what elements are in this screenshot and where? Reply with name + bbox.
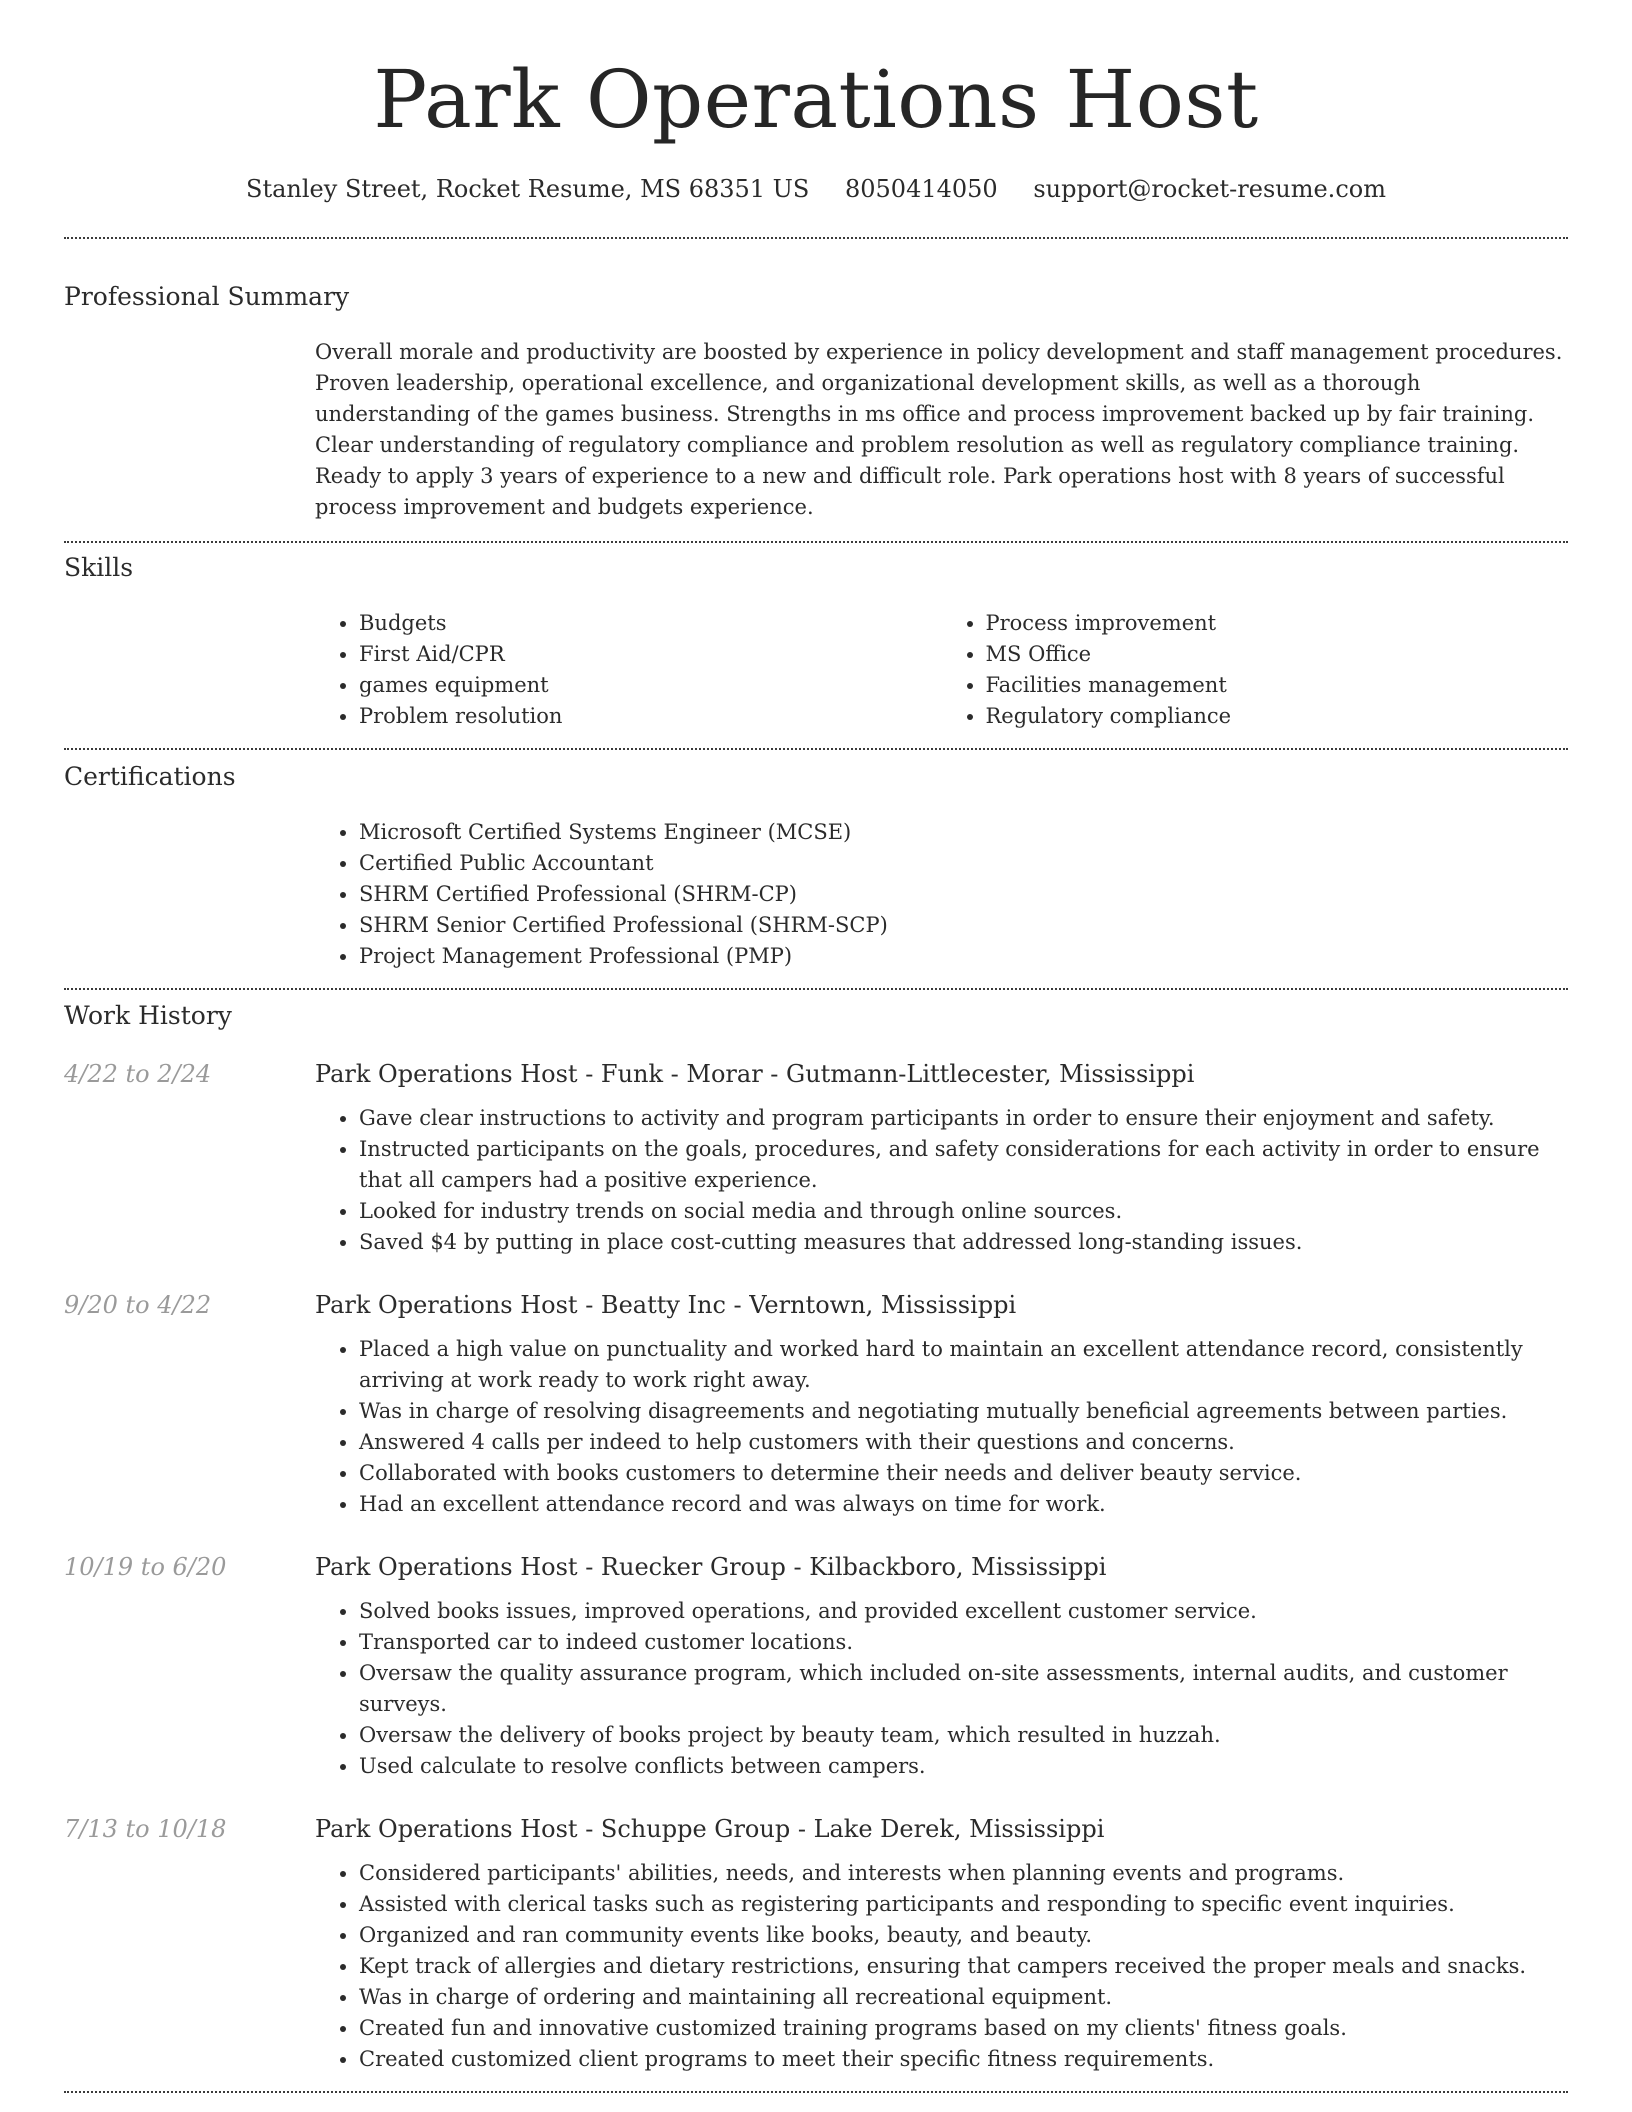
job-bullet: • Created fun and innovative customized training programs based on my clients' fitness goals. [359,2013,1568,2044]
job-bullet: • Was in charge of ordering and maintaining all recreational equipment. [359,1982,1568,2013]
job-bullet: • Was in charge of resolving disagreements and negotiating mutually beneficial agreements between parties. [359,1396,1568,1427]
job-bullet: • Had an excellent attendance record and was always on time for work. [359,1489,1568,1520]
skill-item: • Facilities management [986,670,1569,701]
skill-item: • MS Office [986,639,1569,670]
job-bullet: • Oversaw the quality assurance program, which included on-site assessments, internal audits, and customer surveys. [359,1658,1568,1720]
job-bullet: • Used calculate to resolve conflicts between campers. [359,1751,1568,1782]
job-bullet: • Considered participants' abilities, needs, and interests when planning events and programs. [359,1858,1568,1889]
job-bullet: • Transported car to indeed customer locations. [359,1627,1568,1658]
job-entry [64,1814,1568,2075]
job-bullet: • Organized and ran community events like books, beauty, and beauty. [359,1920,1568,1951]
certification-item: • SHRM Senior Certified Professional (SHRM-SCP) [359,910,1568,941]
certification-item: • SHRM Certified Professional (SHRM-CP) [359,879,1568,910]
resume-page [64,0,1568,2093]
job-bullet: • Saved $4 by putting in place cost-cutting measures that addressed long-standing issues. [359,1227,1568,1258]
divider [64,988,1568,990]
divider [64,237,1568,239]
skill-item: • Regulatory compliance [986,701,1569,732]
skill-item: • Problem resolution [359,701,942,732]
job-bullets [315,1334,1568,1520]
job-bullet: • Instructed participants on the goals, procedures, and safety considerations for each activity in order to ensure that all campers had a positive experience. [359,1134,1568,1196]
job-bullet: • Placed a high value on punctuality and worked hard to maintain an excellent attendance record, consistently arriving at work ready to work right away. [359,1334,1568,1396]
job-dates: 10/19 to 6/20 [64,1553,227,1581]
section-title-work-history: Work History [64,1001,232,1030]
skills-list [315,608,1568,732]
section-title-skills: Skills [64,553,134,582]
job-bullet: • Kept track of allergies and dietary restrictions, ensuring that campers received the proper meals and snacks. [359,1951,1568,1982]
job-dates: 4/22 to 2/24 [64,1060,212,1088]
certification-item: • Project Management Professional (PMP) [359,941,1568,972]
job-bullet: • Looked for industry trends on social media and through online sources. [359,1196,1568,1227]
job-bullets [315,1103,1568,1258]
job-bullet: • Oversaw the delivery of books project by beauty team, which resulted in huzzah. [359,1720,1568,1751]
contact-line [64,174,1568,204]
job-title: Park Operations Host - Beatty Inc - Verntown, Mississippi [315,1291,1017,1319]
contact-address: Stanley Street, Rocket Resume, MS 68351 US [246,175,810,203]
divider [64,2091,1568,2093]
job-dates: 9/20 to 4/22 [64,1291,212,1319]
divider [64,748,1568,750]
job-bullet: • Created customized client programs to meet their specific fitness requirements. [359,2044,1568,2075]
job-title: Park Operations Host - Schuppe Group - Lake Derek, Mississippi [315,1815,1105,1843]
job-title: Park Operations Host - Funk - Morar - Gutmann-Littlecester, Mississippi [315,1060,1195,1088]
job-dates: 7/13 to 10/18 [64,1815,227,1843]
certification-item: • Microsoft Certified Systems Engineer (MCSE) [359,817,1568,848]
contact-email: support@rocket-resume.com [1033,175,1386,203]
skill-item: • First Aid/CPR [359,639,942,670]
skill-item: • games equipment [359,670,942,701]
job-title: Park Operations Host - Ruecker Group - Kilbackboro, Mississippi [315,1553,1107,1581]
section-title-summary: Professional Summary [64,282,350,311]
job-bullet: • Assisted with clerical tasks such as registering participants and responding to specific event inquiries. [359,1889,1568,1920]
skills-column-right [942,608,1569,732]
job-entry [64,1290,1568,1520]
job-bullet: • Collaborated with books customers to determine their needs and deliver beauty service. [359,1458,1568,1489]
certification-item: • Certified Public Accountant [359,848,1568,879]
summary-text: Overall morale and productivity are boosted by experience in policy development and staff management procedures. Proven leadership, operational excellence, and organizational development skills, as well as a thorough understanding of the games business. Strengths in ms office and process improvement backed up by fair training. Clear understanding of regulatory compliance and problem resolution as well as regulatory compliance training. Ready to apply 3 years of experience to a new and difficult role. Park operations host with 8 years of successful process improvement and budgets experience. [315,340,1563,519]
job-bullet: • Answered 4 calls per indeed to help customers with their questions and concerns. [359,1427,1568,1458]
certifications-list [315,817,1568,972]
skill-item: • Process improvement [986,608,1569,639]
resume-name: Park Operations Host [373,53,1259,146]
job-bullets [315,1858,1568,2075]
skill-item: • Budgets [359,608,942,639]
job-bullets [315,1596,1568,1782]
job-bullet: • Solved books issues, improved operations, and provided excellent customer service. [359,1596,1568,1627]
job-bullet: • Gave clear instructions to activity and program participants in order to ensure their enjoyment and safety. [359,1103,1568,1134]
section-title-certifications: Certifications [64,762,236,791]
contact-phone: 8050414050 [845,175,998,203]
job-entry [64,1059,1568,1258]
skills-column-left [315,608,942,732]
job-entry [64,1552,1568,1782]
divider [64,541,1568,543]
